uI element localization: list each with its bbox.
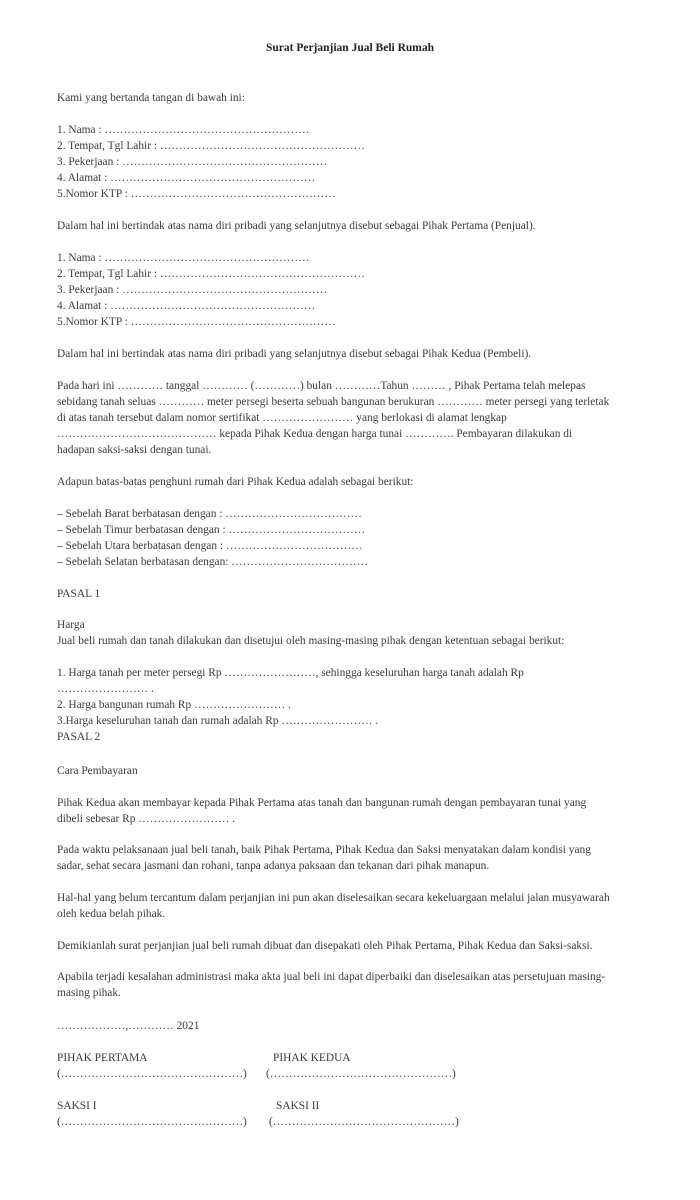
price-item-land: 1. Harga tanah per meter persegi Rp ……………………, sehingga keseluruhan harga tanah adalah Rp — [57, 667, 524, 679]
admin-line: Apabila terjadi kesalahan administrasi maka akta jual beli ini dapat diperbaiki dan diselesaikan atas persetujuan masing- — [57, 971, 606, 983]
pasal1-heading: PASAL 1 — [57, 588, 101, 600]
second-party-signature-line: (…………………………………………) — [266, 1068, 456, 1080]
witness2-label: SAKSI II — [276, 1100, 320, 1112]
witness1-label: SAKSI I — [57, 1100, 97, 1112]
pasal2-subheading: Cara Pembayaran — [57, 765, 138, 777]
party1-address-field: 4. Alamat : ……………………………………………… — [57, 172, 316, 184]
party2-birth-field: 2. Tempat, Tgl Lahir : ……………………………………………… — [57, 268, 365, 280]
border-south: – Sebelah Selatan berbatasan dengan: ……………………………… — [57, 556, 368, 568]
transaction-line: di atas tanah tersebut dalam nomor sertifikat …………………… yang berlokasi di alamat lengkap — [57, 412, 507, 424]
first-party-label: PIHAK PERTAMA — [57, 1052, 148, 1064]
pasal2-heading: PASAL 2 — [57, 731, 101, 743]
price-item-building: 2. Harga bangunan rumah Rp …………………… . — [57, 699, 291, 711]
party2-job-field: 3. Pekerjaan : ……………………………………………… — [57, 284, 328, 296]
price-item-total: 3.Harga keseluruhan tanah dan rumah adalah Rp …………………… . — [57, 715, 379, 727]
dispute-line: Hal-hal yang belum tercantum dalam perjanjian ini pun akan diselesaikan secara kekeluargaan melalui jalan musyawarah — [57, 892, 610, 904]
pasal1-subheading: Harga — [57, 619, 85, 631]
second-party-label: PIHAK KEDUA — [273, 1052, 351, 1064]
transaction-line: Pada hari ini ………… tanggal ………… (…………) bulan …………Tahun ……… , Pihak Pertama telah melepas — [57, 380, 586, 392]
payment-line: Pihak Kedua akan membayar kepada Pihak Pertama atas tanah dan bangunan rumah dengan pembayaran tunai yang — [57, 797, 587, 809]
admin-line: masing pihak. — [57, 987, 121, 999]
border-west: – Sebelah Barat berbatasan dengan : ……………………………… — [57, 508, 362, 520]
border-north: – Sebelah Utara berbatasan dengan : ……………………………… — [57, 540, 363, 552]
party1-birth-field: 2. Tempat, Tgl Lahir : ……………………………………………… — [57, 140, 365, 152]
borders-intro: Adapun batas-batas penghuni rumah dari Pihak Kedua adalah sebagai berikut: — [57, 476, 414, 488]
party1-job-field: 3. Pekerjaan : ……………………………………………… — [57, 156, 328, 168]
party1-name-field: 1. Nama : ……………………………………………… — [57, 124, 310, 136]
date-line: ………………,………… 2021 — [57, 1020, 200, 1032]
transaction-line: hadapan saksi-saksi dengan tunai. — [57, 444, 212, 456]
party2-statement: Dalam hal ini bertindak atas nama diri pribadi yang selanjutnya disebut sebagai Pihak Kedua (Pembeli). — [57, 348, 532, 360]
first-party-signature-line: (…………………………………………) — [57, 1068, 247, 1080]
transaction-line: sebidang tanah seluas ………… meter persegi beserta sebuah bangunan berukuran ………… meter persegi yang terletak — [57, 396, 610, 408]
party2-address-field: 4. Alamat : ……………………………………………… — [57, 300, 316, 312]
border-east: – Sebelah Timur berbatasan dengan : ……………………………… — [57, 524, 366, 536]
transaction-line: …………………………………… kepada Pihak Kedua dengan harga tunai …………. Pembayaran dilakukan di — [57, 428, 573, 440]
closing-text: Demikianlah surat perjanjian jual beli rumah dibuat dan disepakati oleh Pihak Pertama, Pihak Kedua dan Saksi-saksi. — [57, 940, 593, 952]
price-item-land-cont: …………………… . — [57, 683, 154, 695]
intro-text: Kami yang bertanda tangan di bawah ini: — [57, 92, 245, 104]
party1-statement: Dalam hal ini bertindak atas nama diri pribadi yang selanjutnya disebut sebagai Pihak Pertama (Penjual). — [57, 220, 536, 232]
witness2-signature-line: (…………………………………………) — [269, 1116, 459, 1128]
pasal1-text: Jual beli rumah dan tanah dilakukan dan disetujui oleh masing-masing pihak dengan ketentuan sebagai berikut: — [57, 635, 565, 647]
dispute-line: oleh kedua belah pihak. — [57, 908, 166, 920]
party2-ktp-field: 5.Nomor KTP : ……………………………………………… — [57, 316, 336, 328]
party1-ktp-field: 5.Nomor KTP : ……………………………………………… — [57, 188, 336, 200]
witness1-signature-line: (…………………………………………) — [57, 1116, 247, 1128]
condition-line: Pada waktu pelaksanaan jual beli tanah, baik Pihak Pertama, Pihak Kedua dan Saksi menyatakan dalam kondisi yang — [57, 844, 591, 856]
document-title: Surat Perjanjian Jual Beli Rumah — [265, 42, 435, 54]
party2-name-field: 1. Nama : ……………………………………………… — [57, 252, 310, 264]
condition-line: sadar, sehat secara jasmani dan rohani, tanpa adanya paksaan dan tekanan dari pihak manapun. — [57, 860, 490, 872]
payment-line: dibeli sebesar Rp …………………… . — [57, 813, 236, 825]
